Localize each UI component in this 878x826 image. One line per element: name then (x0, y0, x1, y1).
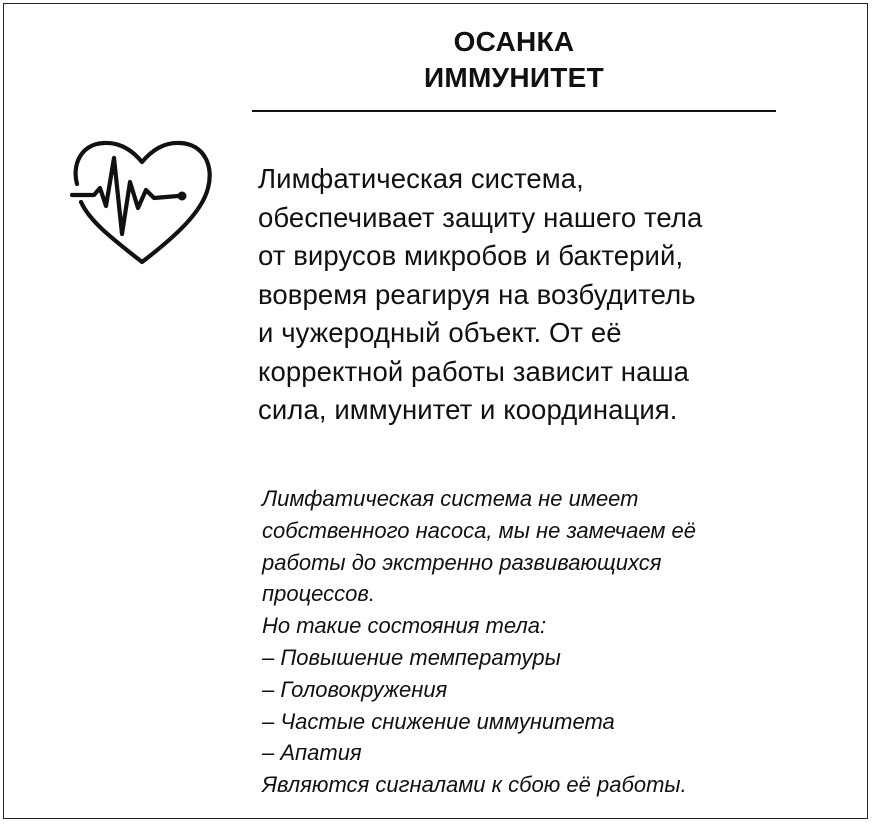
page-title (252, 24, 776, 96)
lead-line: от вирусов микробов и бактерий, (258, 240, 684, 271)
heart-pulse-icon (68, 138, 216, 266)
lead-line: Лимфатическая система, (258, 163, 584, 194)
title-line-1: ОСАНКА (453, 26, 575, 57)
lead-line: сила, иммунитет и координация. (258, 394, 678, 425)
symptom-item: – Частые снижение иммунитета (262, 708, 615, 734)
lead-paragraph (258, 160, 833, 430)
note-line: Лимфатическая система не имеет (262, 486, 639, 511)
note-line: Но такие состояния тела: (262, 613, 547, 639)
title-divider (252, 110, 776, 112)
note-paragraph (262, 483, 822, 801)
symptom-item: – Апатия (262, 740, 362, 766)
symptom-item: – Головокружения (262, 676, 448, 702)
lead-line: вовремя реагируя на возбудитель (258, 278, 696, 310)
title-line-2: ИММУНИТЕТ (423, 62, 605, 93)
note-line: Являются сигналами к сбою её работы. (262, 772, 687, 798)
symptom-item: – Повышение температуры (262, 644, 561, 670)
lead-line: корректной работы зависит наша (258, 355, 690, 387)
lead-line: и чужеродный объект. От её (258, 317, 622, 348)
note-line: процессов. (262, 581, 375, 607)
lead-line: обеспечивает защиту нашего тела (258, 201, 703, 233)
note-line: работы до экстренно развивающихся (262, 549, 662, 575)
note-line: собственного насоса, мы не замечаем её (262, 517, 697, 543)
